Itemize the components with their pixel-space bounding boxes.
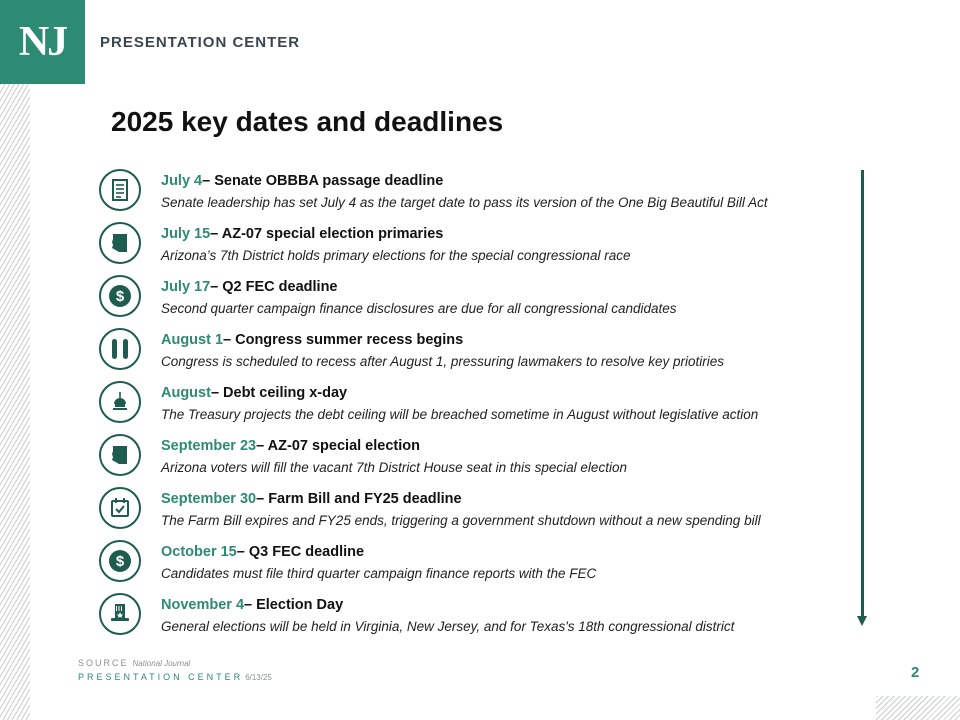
calendar-check-icon bbox=[99, 487, 141, 529]
event-item bbox=[99, 592, 839, 645]
dollar-icon bbox=[99, 275, 141, 317]
pause-icon bbox=[99, 328, 141, 370]
footer-presentation-center bbox=[78, 672, 272, 682]
event-description: Arizona voters will fill the vacant 7th District House seat in this special election bbox=[161, 460, 627, 475]
event-separator: – bbox=[210, 279, 223, 295]
event-item bbox=[99, 327, 839, 380]
event-title: Farm Bill and FY25 deadline bbox=[268, 491, 462, 507]
event-headline bbox=[161, 173, 443, 189]
decorative-hatch-bottom bbox=[876, 696, 960, 720]
event-headline bbox=[161, 438, 420, 454]
event-item bbox=[99, 539, 839, 592]
event-item bbox=[99, 380, 839, 433]
event-title: Election Day bbox=[256, 597, 344, 613]
event-title: AZ-07 special election bbox=[267, 438, 420, 454]
svg-text:$: $ bbox=[115, 553, 125, 570]
event-item bbox=[99, 486, 839, 539]
event-title: Q2 FEC deadline bbox=[222, 279, 338, 295]
footer-center-label: PRESENTATION CENTER bbox=[78, 672, 244, 682]
dollar-icon bbox=[99, 540, 141, 582]
timeline-arrow-icon bbox=[857, 616, 867, 626]
event-date: October 15 bbox=[161, 544, 237, 560]
event-separator: – bbox=[256, 438, 268, 454]
event-date: August bbox=[161, 385, 211, 401]
event-description: General elections will be held in Virginia, New Jersey, and for Texas's 18th congressional district bbox=[161, 619, 735, 634]
event-description: Arizona’s 7th District holds primary elections for the special congressional race bbox=[161, 248, 631, 263]
event-date: August 1 bbox=[161, 332, 224, 348]
svg-text:$: $ bbox=[115, 288, 125, 305]
event-description: Candidates must file third quarter campaign finance reports with the FEC bbox=[161, 566, 597, 581]
document-icon bbox=[99, 169, 141, 211]
decorative-hatch-left bbox=[0, 84, 30, 720]
event-separator: – bbox=[236, 544, 249, 560]
event-title: Debt ceiling x-day bbox=[223, 385, 348, 401]
source-value: National Journal bbox=[132, 659, 191, 668]
event-headline bbox=[161, 544, 364, 560]
event-separator: – bbox=[210, 385, 224, 401]
uncle-sam-hat-icon bbox=[99, 593, 141, 635]
event-headline bbox=[161, 226, 443, 242]
timeline-line bbox=[861, 170, 864, 618]
event-separator: – bbox=[223, 332, 236, 348]
event-separator: – bbox=[202, 173, 215, 189]
footer-source bbox=[78, 658, 190, 668]
event-title: Senate OBBBA passage deadline bbox=[214, 173, 444, 189]
nj-logo bbox=[0, 0, 85, 84]
event-description: Congress is scheduled to recess after August 1, pressuring lawmakers to resolve key priotiries bbox=[161, 354, 724, 369]
event-date: September 23 bbox=[161, 438, 257, 454]
events-list bbox=[99, 168, 839, 645]
arizona-map-icon bbox=[99, 222, 141, 264]
event-description: Second quarter campaign finance disclosures are due for all congressional candidates bbox=[161, 301, 677, 316]
event-separator: – bbox=[244, 597, 257, 613]
event-date: November 4 bbox=[161, 597, 245, 613]
event-date: July 4 bbox=[161, 173, 203, 189]
event-separator: – bbox=[210, 226, 222, 242]
event-description: The Treasury projects the debt ceiling will be breached sometime in August without legislative action bbox=[161, 407, 759, 422]
page-title: 2025 key dates and deadlines bbox=[111, 106, 504, 137]
capitol-icon bbox=[99, 381, 141, 423]
brand-title: PRESENTATION CENTER bbox=[100, 34, 301, 51]
page-number: 2 bbox=[911, 664, 920, 681]
event-item bbox=[99, 221, 839, 274]
event-date: September 30 bbox=[161, 491, 257, 507]
event-item bbox=[99, 274, 839, 327]
event-date: July 15 bbox=[161, 226, 211, 242]
event-description: Senate leadership has set July 4 as the target date to pass its version of the One Big Beautiful Bill Act bbox=[161, 195, 768, 210]
event-separator: – bbox=[256, 491, 269, 507]
event-title: AZ-07 special election primaries bbox=[221, 226, 444, 242]
event-headline bbox=[161, 597, 343, 613]
event-item bbox=[99, 168, 839, 221]
event-headline bbox=[161, 385, 347, 401]
event-headline bbox=[161, 332, 463, 348]
event-item bbox=[99, 433, 839, 486]
logo-text: NJ bbox=[18, 19, 67, 65]
event-title: Q3 FEC deadline bbox=[248, 544, 365, 560]
event-date: July 17 bbox=[161, 279, 211, 295]
event-headline bbox=[161, 491, 462, 507]
event-headline bbox=[161, 279, 338, 295]
event-title: Congress summer recess begins bbox=[235, 332, 464, 348]
event-description: The Farm Bill expires and FY25 ends, triggering a government shutdown without a new spending bill bbox=[161, 513, 761, 528]
source-label: SOURCE bbox=[78, 658, 129, 668]
footer-date: 6/13/25 bbox=[245, 673, 272, 682]
arizona-map-icon bbox=[99, 434, 141, 476]
